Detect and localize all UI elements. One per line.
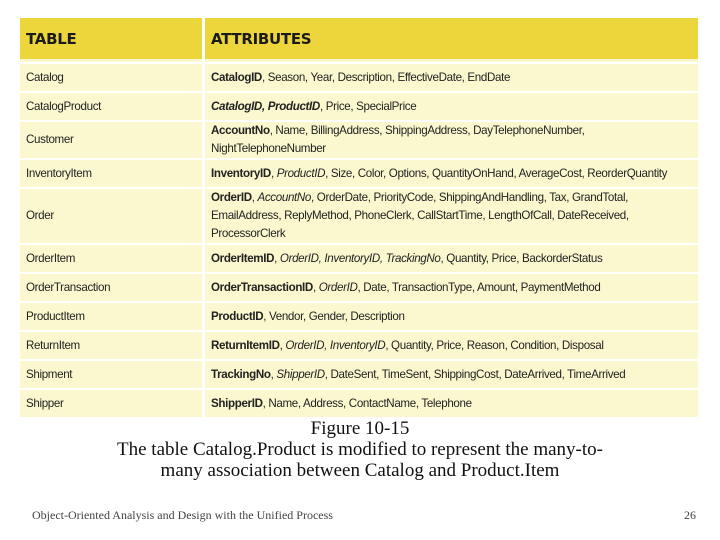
table-row — [20, 301, 698, 330]
table-row — [20, 187, 698, 243]
primary-key-text: CatalogID, ProductID — [211, 99, 320, 113]
foreign-key-text: OrderID, InventoryID, TrackingNo — [279, 251, 441, 265]
attributes-table — [20, 18, 698, 417]
table-row — [20, 91, 698, 120]
attributes-cell — [202, 272, 698, 301]
attributes-cell — [202, 359, 698, 388]
attribute-text: , OrderDate, PriorityCode, ShippingAndHandling, Tax, GrandTotal, EmailAddress, ReplyMethod, PhoneClerk, CallStartTime, LengthOfCall, DateReceived, ProcessorClerk — [211, 191, 629, 240]
primary-key-text: OrderTransactionID — [211, 280, 313, 294]
attribute-text: , — [270, 367, 277, 381]
attribute-text: , — [251, 191, 258, 204]
primary-key-text: CatalogID — [211, 70, 262, 84]
table-row — [20, 243, 698, 272]
table-row — [20, 120, 698, 158]
attributes-cell — [202, 187, 698, 243]
attribute-text: , — [312, 280, 319, 294]
table-name-cell: Catalog — [20, 62, 202, 91]
attribute-text: , — [270, 166, 277, 180]
table-row — [20, 330, 698, 359]
table-name-cell: CatalogProduct — [20, 91, 202, 120]
attribute-text: , DateSent, TimeSent, ShippingCost, DateArrived, TimeArrived — [324, 367, 626, 381]
primary-key-text: AccountNo — [211, 124, 270, 137]
attributes-table-container — [20, 18, 698, 408]
attributes-cell — [202, 301, 698, 330]
table-header-row — [20, 18, 698, 59]
attribute-text: , Price, SpecialPrice — [319, 99, 417, 113]
caption-text-line-2: many association between Catalog and Product.Item — [160, 460, 560, 481]
table-name-cell: ProductItem — [20, 301, 202, 330]
attributes-cell — [202, 330, 698, 359]
page-number: 26 — [684, 508, 696, 522]
attributes-cell — [202, 388, 698, 417]
attribute-text: , Size, Color, Options, QuantityOnHand, AverageCost, ReorderQuantity — [325, 166, 668, 180]
primary-key-text: ReturnItemID — [211, 338, 280, 352]
foreign-key-text: OrderID, InventoryID — [285, 338, 386, 352]
attribute-text: , Season, Year, Description, EffectiveDate, EndDate — [261, 70, 511, 84]
primary-key-text: ShipperID — [211, 396, 263, 410]
foreign-key-text: OrderID — [318, 280, 358, 294]
attribute-text: , — [274, 251, 280, 265]
primary-key-text: OrderID — [211, 191, 252, 204]
table-name-cell: Shipment — [20, 359, 202, 388]
footer-book-title: Object-Oriented Analysis and Design with the Unified Process — [32, 508, 333, 522]
table-name-cell: ReturnItem — [20, 330, 202, 359]
table-name-cell: Customer — [20, 120, 202, 158]
table-row — [20, 158, 698, 187]
attributes-cell — [202, 158, 698, 187]
table-name-cell: InventoryItem — [20, 158, 202, 187]
header-table: TABLE — [20, 18, 202, 59]
table-name-cell: OrderTransaction — [20, 272, 202, 301]
primary-key-text: OrderItemID — [211, 251, 275, 265]
table-name-cell: Order — [20, 187, 202, 243]
primary-key-text: TrackingNo — [211, 367, 271, 381]
foreign-key-text: ProductID — [276, 166, 326, 180]
caption-figure-number: Figure 10-15 — [310, 418, 410, 439]
foreign-key-text: AccountNo — [257, 191, 312, 204]
attribute-text: , Vendor, Gender, Description — [263, 309, 405, 323]
caption-text-line-1: The table Catalog.Product is modified to represent the many-to- — [117, 439, 603, 460]
attribute-text: , Name, Address, ContactName, Telephone — [262, 396, 472, 410]
table-name-cell: Shipper — [20, 388, 202, 417]
table-row — [20, 272, 698, 301]
primary-key-text: ProductID — [211, 309, 264, 323]
table-body — [20, 59, 698, 417]
attributes-cell — [202, 91, 698, 120]
table-row — [20, 388, 698, 417]
table-name-cell: OrderItem — [20, 243, 202, 272]
attribute-text: , Quantity, Price, Reason, Condition, Disposal — [385, 338, 604, 352]
header-attributes: ATTRIBUTES — [202, 18, 698, 59]
foreign-key-text: ShipperID — [276, 367, 325, 381]
attribute-text: , Quantity, Price, BackorderStatus — [440, 251, 603, 265]
table-row — [20, 359, 698, 388]
attribute-text: , Date, TransactionType, Amount, PaymentMethod — [357, 280, 601, 294]
attribute-text: , Name, BillingAddress, ShippingAddress, DayTelephoneNumber, NightTelephoneNumber — [211, 124, 585, 155]
attributes-cell — [202, 243, 698, 272]
primary-key-text: InventoryID — [211, 166, 271, 180]
attributes-cell — [202, 120, 698, 158]
attributes-cell — [202, 62, 698, 91]
table-row — [20, 62, 698, 91]
attribute-text: , — [279, 338, 286, 352]
figure-caption — [60, 418, 660, 481]
